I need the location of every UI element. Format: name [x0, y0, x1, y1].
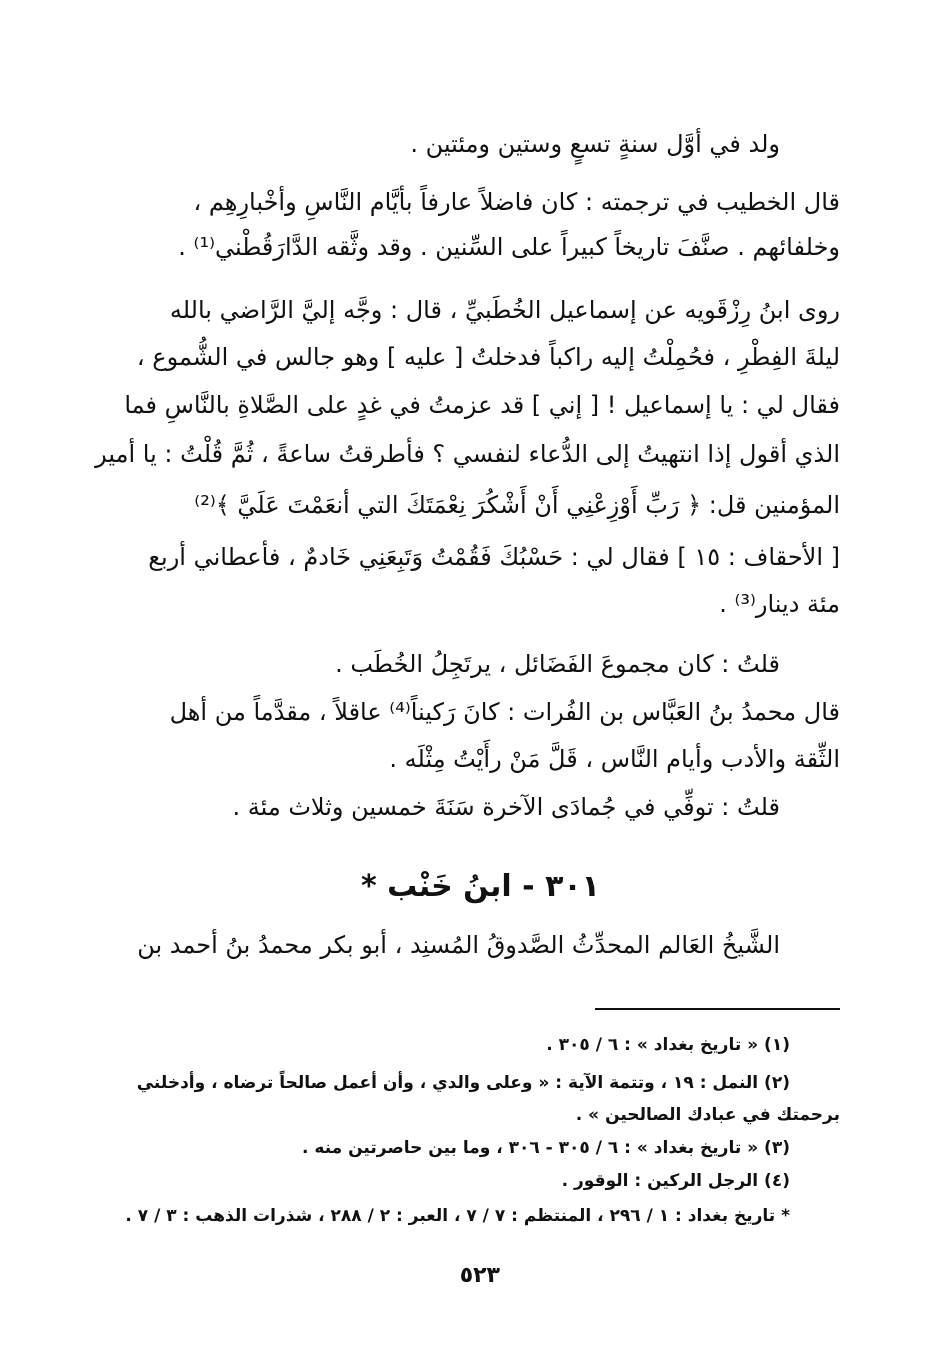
- body-line-13: الثِّقة والأدب وأيام النَّاس ، قَلَّ مَنْ رأَيْتُ مِثْلَه .: [389, 745, 840, 773]
- body-line-14: قلتُ : توفِّي في جُمادَى الآخرة سَنَةَ خمسين وثلاث مئة .: [232, 793, 780, 821]
- page-number: ٥٢٣: [459, 1263, 500, 1288]
- body-line-11: قلتُ : كان مجموعَ الفَضَائل ، يرتَجِلُ الخُطَب .: [335, 650, 780, 678]
- body-line-10: مئة دينار⁽³⁾ .: [719, 590, 840, 618]
- body-line-5: ليلةَ الفِطْرِ ، فحُمِلْتُ إليه راكباً فدخلتُ [ عليه ] وهو جالس في الشُّموع ،: [136, 343, 840, 371]
- body-line-2: قال الخطيب في ترجمته : كان فاضلاً عارفاً بأيَّام النَّاسِ وأخْبارِهِم ،: [193, 188, 840, 216]
- body-line-4: روى ابنُ رِزْقَويه عن إسماعيل الخُطَبيِّ ، قال : وجَّه إليَّ الرَّاضي بالله: [169, 296, 840, 324]
- body-line-12: قال محمدُ بنُ العَبَّاس بن الفُرات : كانَ رَكيناً⁽⁴⁾ عاقلاً ، مقدَّماً من أهل: [169, 698, 840, 726]
- footnote-sources: * تاريخ بغداد : ١ / ٢٩٦ ، المنتظم : ٧ / ٧ ، العبر : ٢ / ٢٨٨ ، شذرات الذهب : ٣ / ٧ .: [125, 1206, 790, 1226]
- footnote-3: (٣) « تاريخ بغداد » : ٦ / ٣٠٥ - ٣٠٦ ، وما بين حاصرتين منه .: [302, 1138, 790, 1158]
- body-line-9: [ الأحقاف : ١٥ ] فقال لي : حَسْبُكَ فَقُمْتُ وَتَبِعَنِي خَادمٌ ، فأعطاني أربع: [148, 543, 840, 571]
- footnote-1: (١) « تاريخ بغداد » : ٦ / ٣٠٥ .: [546, 1035, 790, 1055]
- body-line-6: فقال لي : يا إسماعيل ! [ إني ] قد عزمتُ في غدٍ على الصَّلاةِ بالنَّاسِ فما: [124, 391, 840, 419]
- footnote-4: (٤) الرجل الركين : الوقور .: [561, 1171, 790, 1191]
- footnote-2-cont: برحمتك في عبادك الصالحين » .: [575, 1105, 840, 1125]
- body-line-1: ولد في أوَّل سنةٍ تسعٍ وستين ومئتين .: [410, 130, 780, 158]
- body-line-8: المؤمنين قل: ﴿ رَبِّ أَوْزِعْنِي أَنْ أَشْكُرَ نِعْمَتَكَ التي أنعَمْتَ عَلَيَّ ﴾⁽²⁾: [194, 491, 840, 519]
- body-line-7: الذي أقول إذا انتهيتُ إلى الدُّعاء لنفسي ؟ فأطرقتُ ساعةً ، ثُمَّ قُلْتُ : يا أمير: [95, 440, 840, 468]
- body-line-3: وخلفائهم . صنَّفَ تاريخاً كبيراً على السِّنين . وقد وثَّقه الدَّارَقُطْني⁽¹⁾ .: [178, 233, 840, 261]
- footnote-rule: [595, 1008, 840, 1010]
- footnote-2: (٢) النمل : ١٩ ، وتتمة الآية : « وعلى والدي ، وأن أعمل صالحاً ترضاه ، وأدخلني: [136, 1073, 790, 1093]
- entry-first-line: الشَّيخُ العَالم المحدِّثُ الصَّدوقُ المُسنِد ، أبو بكر محمدُ بنُ أحمد بن: [137, 931, 780, 959]
- entry-title: ٣٠١ - ابنُ خَنْب *: [360, 869, 600, 904]
